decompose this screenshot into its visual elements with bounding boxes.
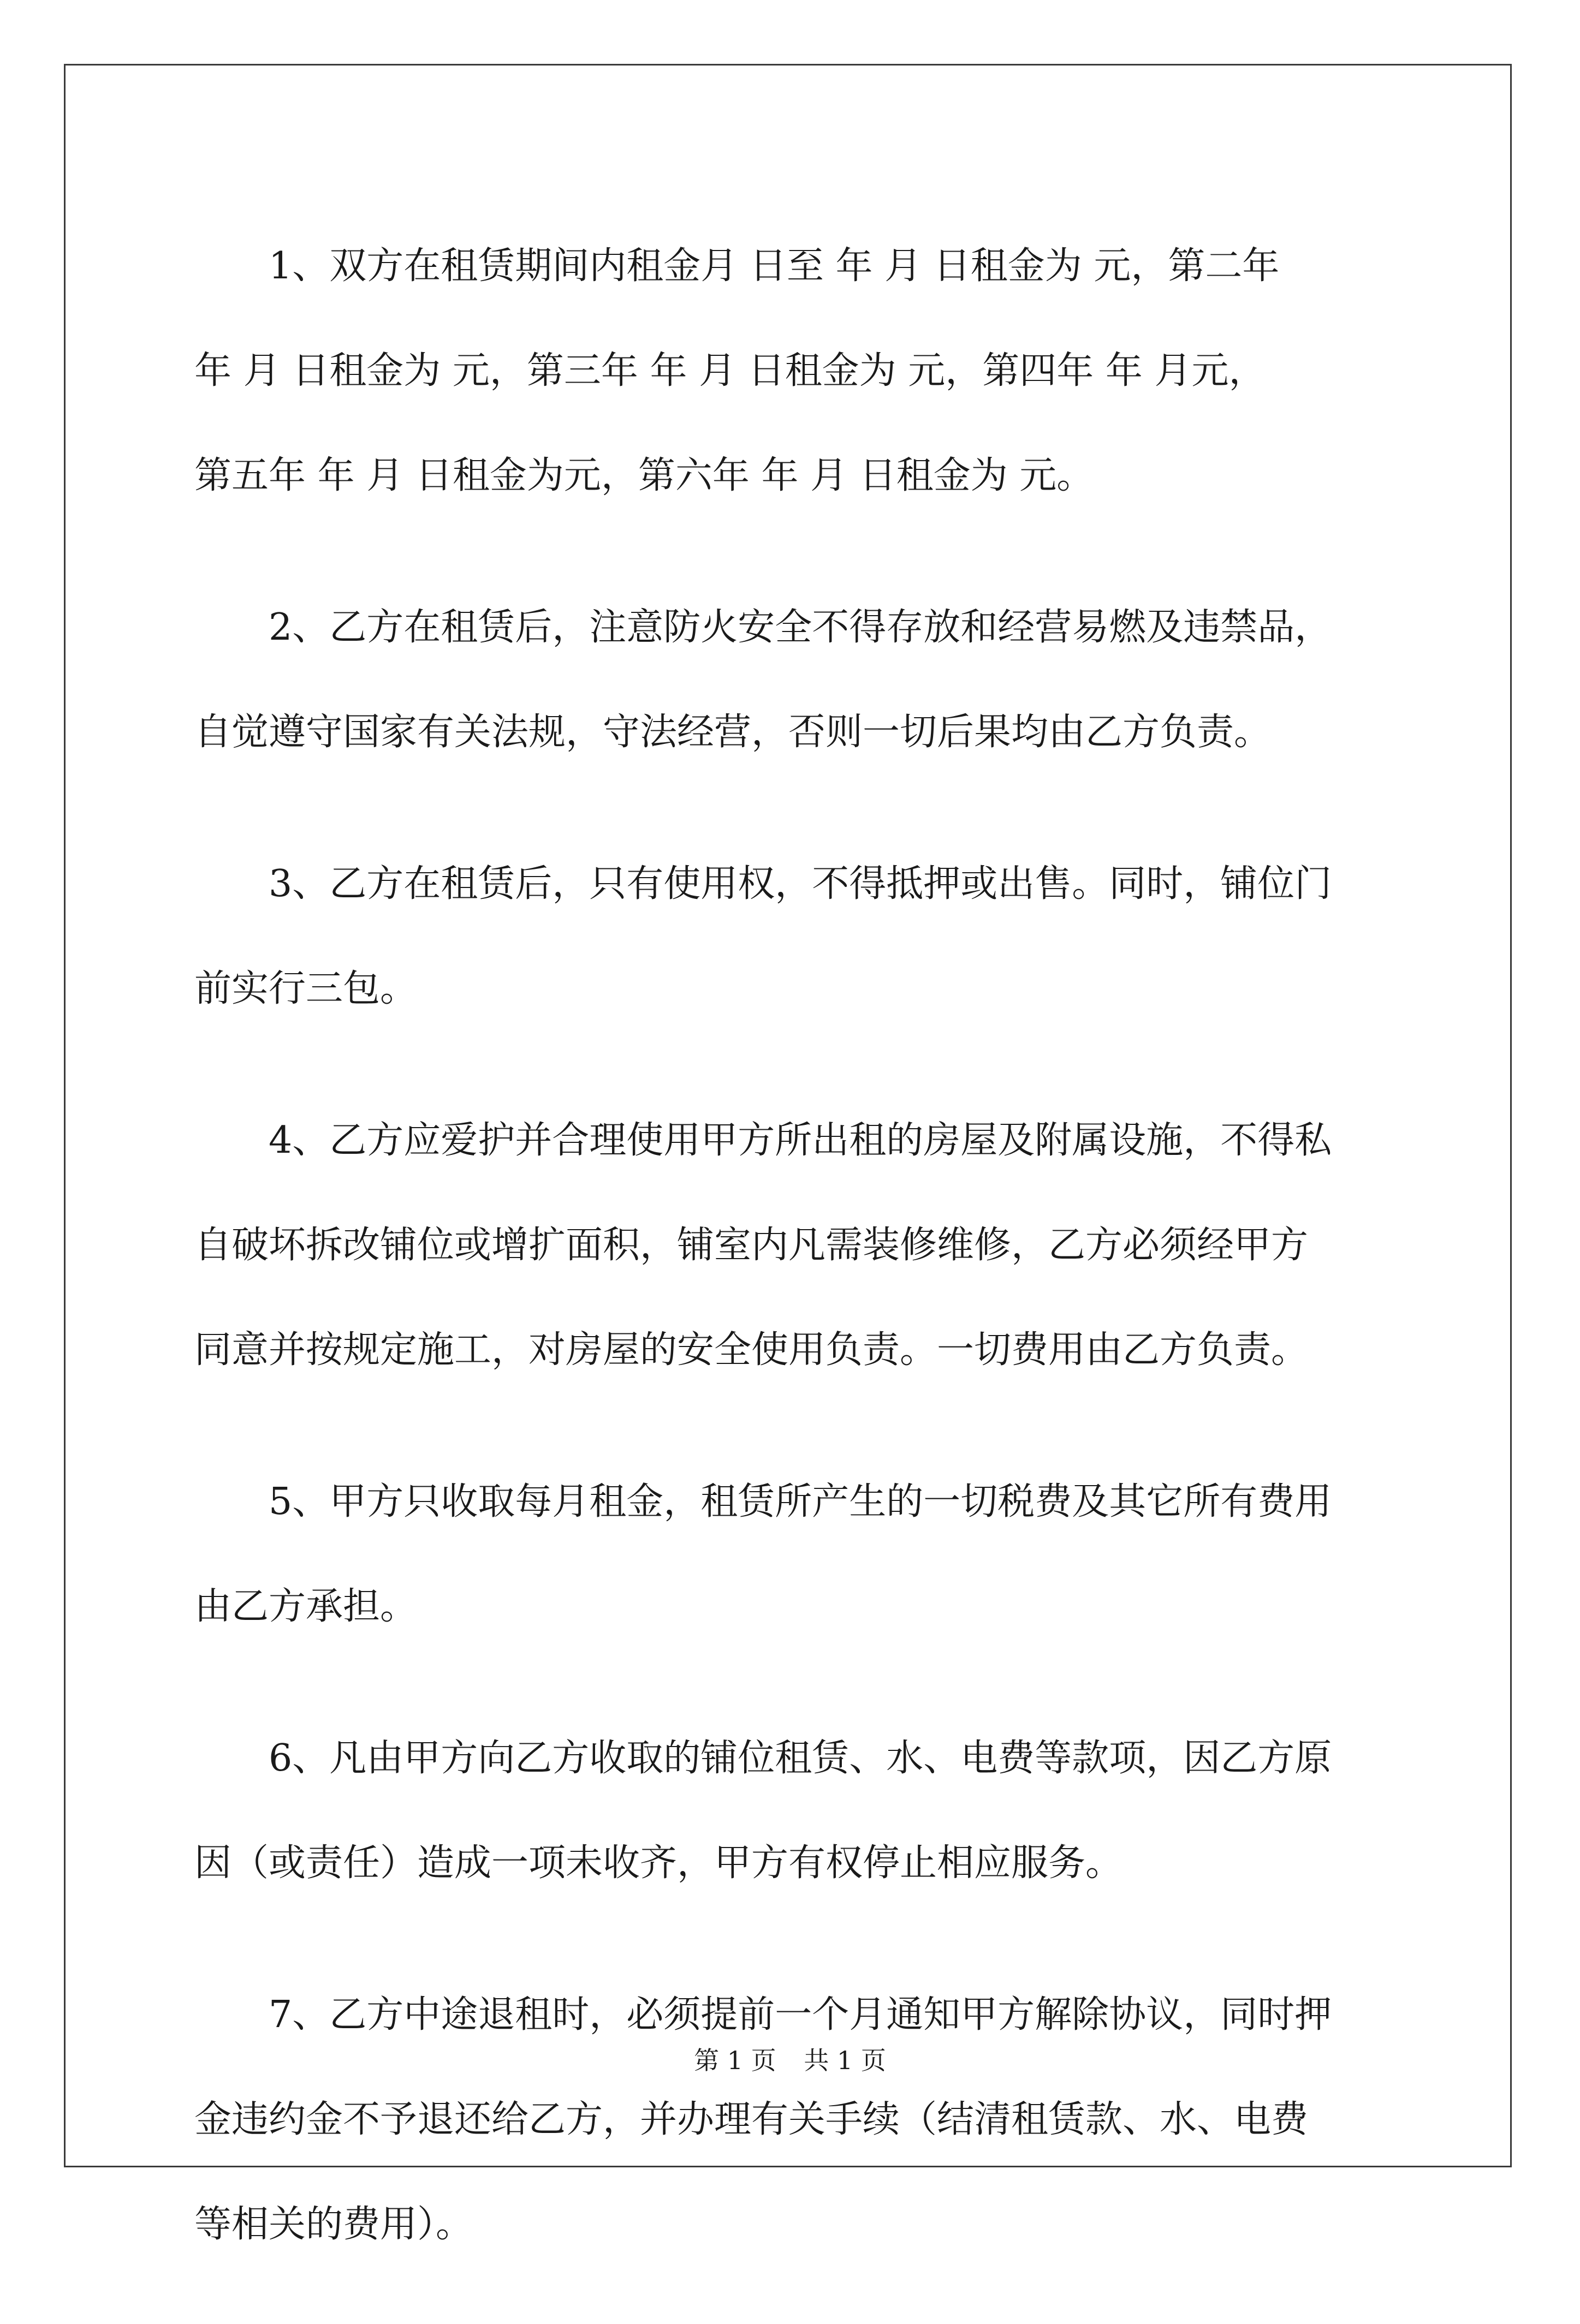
paragraph-line: 1、双方在租赁期间内租金月 日至 年 月 日租金为 元，第二年 [269,245,1280,288]
page-total: 共 1 页 [804,2046,886,2075]
paragraph-5 [194,1450,1390,1659]
paragraph-line: 2、乙方在租赁后，注意防火安全不得存放和经营易燃及违禁品， [269,606,1332,649]
paragraph-line: 自破坏拆改铺位或增扩面积，铺室内凡需装修维修，乙方必须经甲方 [194,1224,1309,1267]
paragraph-line: 4、乙方应爱护并合理使用甲方所出租的房屋及附属设施，不得私 [269,1119,1332,1162]
paragraph-line: 年 月 日租金为 元，第三年 年 月 日租金为 元，第四年 年 月元， [194,349,1266,392]
document-body [194,214,1390,2324]
paragraph-7 [194,1963,1390,2277]
page-number: 第 1 页 [694,2046,776,2075]
paragraph-line: 因（或责任）造成一项未收齐，甲方有权停止相应服务。 [194,1842,1123,1885]
paragraph-2 [194,575,1390,785]
paragraph-6 [194,1706,1390,1916]
paragraph-3 [194,832,1390,1041]
paragraph-4 [194,1088,1390,1403]
paragraph-line: 7、乙方中途退租时，必须提前一个月通知甲方解除协议，同时押 [269,1993,1332,2036]
paragraph-line: 3、乙方在租赁后，只有使用权，不得抵押或出售。同时，铺位门 [269,862,1332,905]
page-footer [0,2044,1580,2077]
paragraph-line: 同意并按规定施工，对房屋的安全使用负责。一切费用由乙方负责。 [194,1328,1309,1372]
paragraph-line: 由乙方承担。 [194,1585,418,1628]
paragraph-line: 金违约金不予退还给乙方，并办理有关手续（结清租赁款、水、电费 [194,2098,1309,2141]
paragraph-line: 前实行三包。 [194,967,418,1010]
paragraph-line: 6、凡由甲方向乙方收取的铺位租赁、水、电费等款项，因乙方原 [269,1737,1332,1780]
paragraph-1 [194,214,1390,528]
paragraph-line: 等相关的费用）。 [194,2203,473,2246]
paragraph-line: 第五年 年 月 日租金为元，第六年 年 月 日租金为 元。 [194,454,1094,497]
paragraph-line: 自觉遵守国家有关法规，守法经营，否则一切后果均由乙方负责。 [194,711,1272,754]
paragraph-line: 5、甲方只收取每月租金，租赁所产生的一切税费及其它所有费用 [269,1480,1332,1523]
